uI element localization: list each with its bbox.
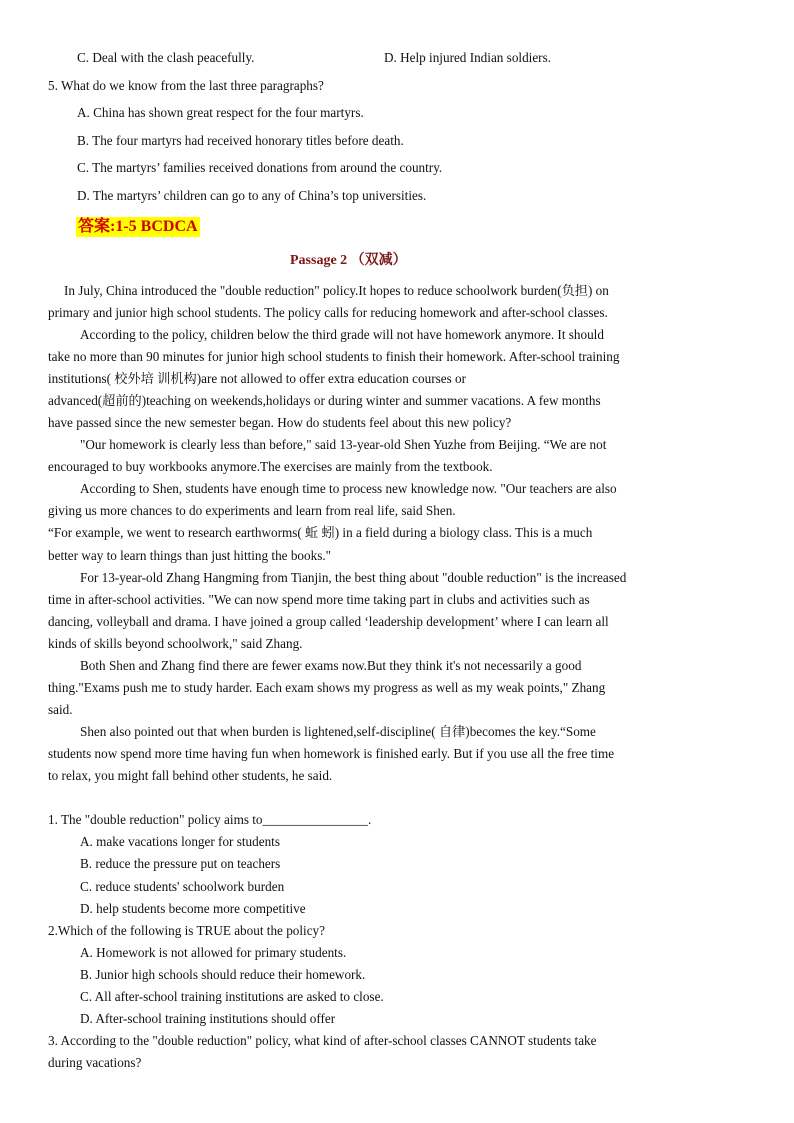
passage-line: kinds of skills beyond schoolwork," said Zhang.: [48, 636, 303, 651]
passage-line: Both Shen and Zhang find there are fewer exams now.But they think it's not necessarily a good: [80, 658, 582, 673]
q4-option-c: C. Deal with the clash peacefully.: [77, 50, 255, 65]
q5-option-b: B. The four martyrs had received honorary titles before death.: [77, 133, 404, 148]
passage-line: Shen also pointed out that when burden is lightened,self-discipline( 自律)becomes the key.“Some: [80, 724, 596, 739]
q2-option-c: C. All after-school training institutions are asked to close.: [80, 989, 384, 1004]
answer-key: 答案:1-5 BCDCA: [78, 218, 198, 235]
q5-option-a: A. China has shown great respect for the four martyrs.: [77, 105, 364, 120]
passage-title: Passage 2 （双减）: [290, 253, 407, 268]
q4-option-d: D. Help injured Indian soldiers.: [384, 50, 552, 65]
passage-line: For 13-year-old Zhang Hangming from Tianjin, the best thing about "double reduction" is the increased: [80, 570, 627, 585]
q1-option-b: B. reduce the pressure put on teachers: [80, 856, 281, 871]
q2-stem: 2.Which of the following is TRUE about the policy?: [48, 923, 326, 938]
passage-line: primary and junior high school students. The policy calls for reducing homework and after-school classes.: [48, 305, 608, 320]
q2-option-d: D. After-school training institutions should offer: [80, 1011, 336, 1026]
passage-line: better way to learn things than just hitting the books.": [48, 548, 332, 563]
passage-line: giving us more chances to do experiments and learn from real life, said Shen.: [48, 503, 456, 518]
q2-option-b: B. Junior high schools should reduce their homework.: [80, 967, 366, 982]
passage-line: have passed since the new semester began. How do students feel about this new policy?: [48, 415, 512, 430]
q5-stem: 5. What do we know from the last three paragraphs?: [48, 78, 324, 93]
passage-line: advanced(超前的)teaching on weekends,holidays or during winter and summer vacations. A few months: [48, 393, 601, 408]
q1-stem: 1. The "double reduction" policy aims to________________.: [48, 812, 372, 827]
passage-line: time in after-school activities. "We can now spend more time taking part in clubs and activities such as: [48, 592, 590, 607]
passage-line: In July, China introduced the "double reduction" policy.It hopes to reduce schoolwork burden(负担) on: [64, 283, 609, 298]
q5-option-d: D. The martyrs’ children can go to any of China’s top universities.: [77, 188, 427, 203]
passage-line: encouraged to buy workbooks anymore.The exercises are mainly from the textbook.: [48, 459, 493, 474]
q1-option-c: C. reduce students' schoolwork burden: [80, 879, 285, 894]
passage-line: institutions( 校外培 训机构)are not allowed to offer extra education courses or: [48, 371, 466, 386]
passage-line: “For example, we went to research earthworms( 蚯 蚓) in a field during a biology class. This is a much: [48, 525, 593, 540]
passage-line: According to Shen, students have enough time to process new knowledge now. "Our teachers are also: [80, 481, 617, 496]
passage-line: to relax, you might fall behind other students, he said.: [48, 768, 333, 783]
passage-line: thing."Exams push me to study harder. Each exam shows my progress as well as my weak points," Zhang: [48, 680, 606, 695]
q2-option-a: A. Homework is not allowed for primary students.: [80, 945, 347, 960]
passage-line: "Our homework is clearly less than before," said 13-year-old Shen Yuzhe from Beijing. “We are not: [80, 437, 607, 452]
q1-option-a: A. make vacations longer for students: [80, 834, 280, 849]
q1-option-d: D. help students become more competitive: [80, 901, 306, 916]
passage-line: dancing, volleyball and drama. I have joined a group called ‘leadership development’ where I can learn all: [48, 614, 609, 629]
passage-line: said.: [48, 702, 73, 717]
passage-line: take no more than 90 minutes for junior high school students to finish their homework. After-school training: [48, 349, 620, 364]
passage-line: According to the policy, children below the third grade will not have homework anymore. It should: [80, 327, 604, 342]
passage-line: students now spend more time having fun when homework is finished early. But if you use all the free time: [48, 746, 615, 761]
q5-option-c: C. The martyrs’ families received donations from around the country.: [77, 160, 443, 175]
q3-stem-continued: during vacations?: [48, 1055, 142, 1070]
q3-stem: 3. According to the "double reduction" policy, what kind of after-school classes CANNOT students take: [48, 1033, 597, 1048]
